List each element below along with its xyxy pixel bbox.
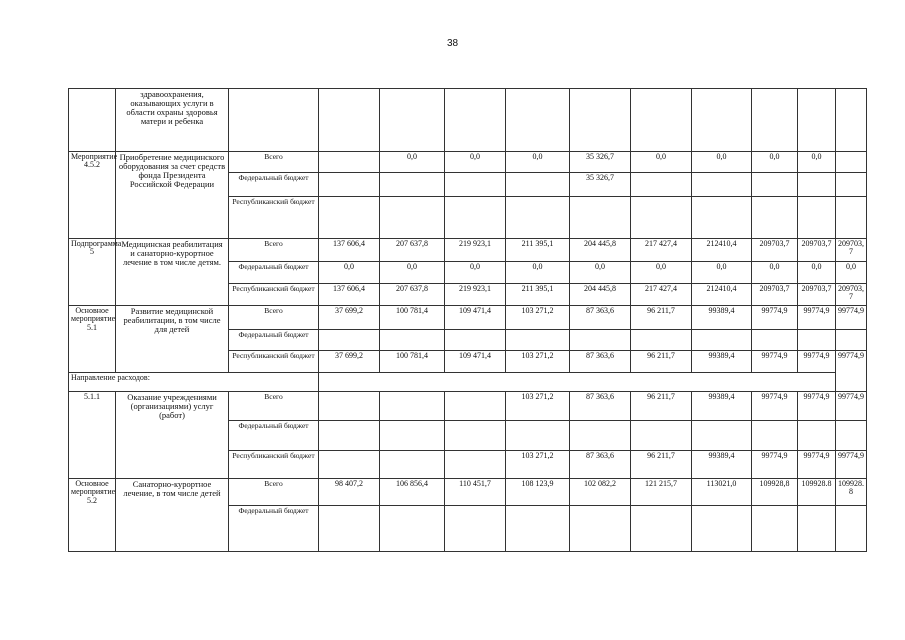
value-cell: 0,0: [836, 262, 867, 284]
value-cell: [445, 330, 506, 351]
value-cell: [445, 392, 506, 421]
value-cell: [319, 506, 380, 552]
value-cell: 96 211,7: [631, 351, 692, 373]
value-cell: [445, 421, 506, 451]
value-cell: 0,0: [798, 152, 836, 173]
row-code: 5.1.1: [69, 392, 116, 479]
value-cell: 99774,9: [798, 392, 836, 421]
value-cell: [380, 506, 445, 552]
value-cell: [836, 197, 867, 239]
value-cell: [506, 421, 570, 451]
value-cell: 207 637,8: [380, 284, 445, 306]
value-cell: 217 427,4: [631, 284, 692, 306]
value-cell: 0,0: [445, 262, 506, 284]
value-cell: 212410,4: [692, 239, 752, 262]
table-row: [69, 373, 867, 392]
value-cell: [631, 197, 692, 239]
value-cell: 0,0: [380, 152, 445, 173]
value-cell: [692, 421, 752, 451]
source-label: Федеральный бюджет: [229, 506, 319, 552]
value-cell: [798, 173, 836, 197]
value-cell: [570, 506, 631, 552]
value-cell: 109 471,4: [445, 306, 506, 330]
row-name: Приобретение медицинского оборудования за счет средств фонда Президента Российской Федерации: [116, 152, 229, 239]
value-cell: 0,0: [752, 262, 798, 284]
value-cell: 96 211,7: [631, 306, 692, 330]
value-cell: 0,0: [631, 262, 692, 284]
table-row: [69, 392, 867, 421]
table-row: [69, 89, 867, 152]
value-cell: 98 407,2: [319, 479, 380, 506]
value-cell: [319, 421, 380, 451]
value-cell: 207 637,8: [380, 239, 445, 262]
value-cell: 0,0: [445, 152, 506, 173]
table-cell: [319, 89, 380, 152]
value-cell: [631, 421, 692, 451]
value-cell: 211 395,1: [506, 239, 570, 262]
value-cell: [836, 506, 867, 552]
value-cell: 99774,9: [752, 351, 798, 373]
value-cell: [836, 152, 867, 173]
value-cell: 113021,0: [692, 479, 752, 506]
row-code: Основное мероприятие 5.1: [69, 306, 116, 373]
value-cell: [570, 197, 631, 239]
value-cell: [445, 451, 506, 479]
value-cell: 209703,7: [752, 239, 798, 262]
value-cell: [380, 451, 445, 479]
table-cell: [631, 89, 692, 152]
value-cell: 87 363,6: [570, 392, 631, 421]
value-cell: [506, 197, 570, 239]
value-cell: 87 363,6: [570, 306, 631, 330]
source-label: Всего: [229, 152, 319, 173]
row-code: Подпрограмма 5: [69, 239, 116, 306]
page-number: 38: [446, 38, 459, 49]
source-label: Республиканский бюджет: [229, 351, 319, 373]
value-cell: 209703,7: [752, 284, 798, 306]
source-label: Всего: [229, 392, 319, 421]
value-cell: 99774,9: [836, 306, 867, 330]
value-cell: 99774,9: [836, 351, 867, 392]
budget-table: [68, 88, 867, 552]
value-cell: [319, 330, 380, 351]
value-cell: 217 427,4: [631, 239, 692, 262]
row-code: Основное мероприятие 5.2: [69, 479, 116, 552]
value-cell: [798, 421, 836, 451]
table-cell: [798, 89, 836, 152]
value-cell: 219 923,1: [445, 239, 506, 262]
value-cell: 35 326,7: [570, 173, 631, 197]
value-cell: 99389,4: [692, 392, 752, 421]
value-cell: [631, 506, 692, 552]
value-cell: 100 781,4: [380, 306, 445, 330]
value-cell: [380, 421, 445, 451]
value-cell: [319, 152, 380, 173]
value-cell: 110 451,7: [445, 479, 506, 506]
value-cell: 35 326,7: [570, 152, 631, 173]
value-cell: [798, 197, 836, 239]
table-cell: [229, 89, 319, 152]
value-cell: 100 781,4: [380, 351, 445, 373]
value-cell: 99774,9: [798, 306, 836, 330]
value-cell: [752, 421, 798, 451]
value-cell: [836, 330, 867, 351]
source-label: Республиканский бюджет: [229, 197, 319, 239]
source-label: Федеральный бюджет: [229, 173, 319, 197]
source-label: Республиканский бюджет: [229, 451, 319, 479]
row-name: Оказание учреждениями (организациями) услуг (работ): [116, 392, 229, 479]
value-cell: 106 856,4: [380, 479, 445, 506]
value-cell: [570, 421, 631, 451]
table-row: [69, 306, 867, 330]
value-cell: 108 123,9: [506, 479, 570, 506]
value-cell: 99774,9: [752, 306, 798, 330]
value-cell: [506, 330, 570, 351]
value-cell: [380, 197, 445, 239]
table-cell: [836, 89, 867, 152]
value-cell: 99774,9: [836, 451, 867, 479]
source-label: Федеральный бюджет: [229, 262, 319, 284]
value-cell: [752, 173, 798, 197]
value-cell: [631, 330, 692, 351]
value-cell: [752, 506, 798, 552]
value-cell: 0,0: [570, 262, 631, 284]
value-cell: [836, 173, 867, 197]
value-cell: [570, 330, 631, 351]
value-cell: 209703,7: [798, 284, 836, 306]
value-cell: [798, 330, 836, 351]
source-label: Всего: [229, 306, 319, 330]
table-cell: [752, 89, 798, 152]
value-cell: [836, 421, 867, 451]
row-name: Санаторно-курортное лечение, в том числе детей: [116, 479, 229, 552]
value-cell: 211 395,1: [506, 284, 570, 306]
value-cell: 109928,8: [752, 479, 798, 506]
value-cell: 0,0: [506, 262, 570, 284]
value-cell: 0,0: [380, 262, 445, 284]
row-code: Мероприятие 4.5.2: [69, 152, 116, 239]
table-cell: [570, 89, 631, 152]
value-cell: 102 082,2: [570, 479, 631, 506]
value-cell: 109928.8: [798, 479, 836, 506]
value-cell: [692, 197, 752, 239]
value-cell: 99774,9: [752, 451, 798, 479]
value-cell: 0,0: [692, 262, 752, 284]
value-cell: [506, 173, 570, 197]
value-cell: [506, 506, 570, 552]
source-label: Республиканский бюджет: [229, 284, 319, 306]
value-cell: 99774,9: [836, 392, 867, 421]
value-cell: 99389,4: [692, 351, 752, 373]
value-cell: 0,0: [752, 152, 798, 173]
table-row: [69, 479, 867, 506]
value-cell: [319, 197, 380, 239]
row-name: Медицинская реабилитация и санаторно-курортное лечение в том числе детям.: [116, 239, 229, 306]
direction-label: Направление расходов:: [69, 373, 319, 392]
value-cell: 137 606,4: [319, 239, 380, 262]
value-cell: [319, 451, 380, 479]
value-cell: [319, 392, 380, 421]
table-cell: [692, 89, 752, 152]
value-cell: [692, 506, 752, 552]
source-label: Всего: [229, 479, 319, 506]
value-cell: 99389,4: [692, 451, 752, 479]
table-cell: [69, 89, 116, 152]
value-cell: [380, 173, 445, 197]
row-name: здравоохранения, оказывающих услуги в области охраны здоровья матери и ребенка: [116, 89, 229, 152]
value-cell: 99774,9: [798, 351, 836, 373]
value-cell: 87 363,6: [570, 451, 631, 479]
table-cell: [506, 89, 570, 152]
value-cell: 103 271,2: [506, 306, 570, 330]
value-cell: 0,0: [798, 262, 836, 284]
value-cell: [380, 392, 445, 421]
value-cell: [798, 506, 836, 552]
value-cell: 137 606,4: [319, 284, 380, 306]
source-label: Федеральный бюджет: [229, 421, 319, 451]
table-cell: [319, 373, 836, 392]
value-cell: 121 215,7: [631, 479, 692, 506]
value-cell: 0,0: [692, 152, 752, 173]
value-cell: [752, 197, 798, 239]
value-cell: 99774,9: [752, 392, 798, 421]
source-label: Всего: [229, 239, 319, 262]
value-cell: 209703,7: [836, 239, 867, 262]
table-cell: [445, 89, 506, 152]
value-cell: 0,0: [631, 152, 692, 173]
value-cell: 96 211,7: [631, 392, 692, 421]
table-cell: [380, 89, 445, 152]
value-cell: 0,0: [319, 262, 380, 284]
value-cell: 209703,7: [836, 284, 867, 306]
value-cell: 212410,4: [692, 284, 752, 306]
value-cell: 96 211,7: [631, 451, 692, 479]
source-label: Федеральный бюджет: [229, 330, 319, 351]
table-row: [69, 152, 867, 173]
value-cell: 99774,9: [798, 451, 836, 479]
value-cell: 99389,4: [692, 306, 752, 330]
value-cell: 37 699,2: [319, 306, 380, 330]
value-cell: 103 271,2: [506, 451, 570, 479]
value-cell: 109 471,4: [445, 351, 506, 373]
value-cell: 103 271,2: [506, 351, 570, 373]
value-cell: 103 271,2: [506, 392, 570, 421]
value-cell: 37 699,2: [319, 351, 380, 373]
value-cell: 109928.8: [836, 479, 867, 506]
value-cell: 219 923,1: [445, 284, 506, 306]
value-cell: [752, 330, 798, 351]
value-cell: [445, 173, 506, 197]
value-cell: [692, 330, 752, 351]
value-cell: [445, 506, 506, 552]
value-cell: [445, 197, 506, 239]
value-cell: [319, 173, 380, 197]
value-cell: [692, 173, 752, 197]
value-cell: 204 445,8: [570, 239, 631, 262]
value-cell: 0,0: [506, 152, 570, 173]
value-cell: [631, 173, 692, 197]
value-cell: 87 363,6: [570, 351, 631, 373]
value-cell: 204 445,8: [570, 284, 631, 306]
value-cell: 209703,7: [798, 239, 836, 262]
table-row: [69, 239, 867, 262]
value-cell: [380, 330, 445, 351]
row-name: Развитие медицинской реабилитации, в том числе для детей: [116, 306, 229, 373]
